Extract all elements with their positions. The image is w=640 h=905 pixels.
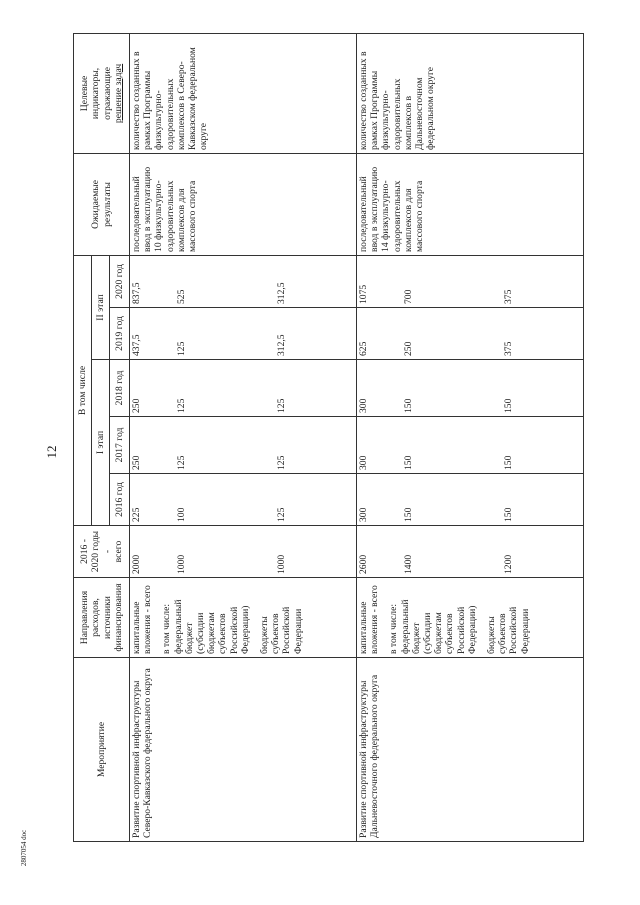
table-row — [357, 33, 584, 841]
value-capex: 225 — [131, 507, 142, 522]
cell-2016 — [357, 474, 584, 526]
value-capex: 2000 — [131, 554, 142, 574]
value-regional: 150 — [503, 507, 515, 522]
value-capex: 300 — [358, 455, 369, 470]
value-capex: 300 — [358, 398, 369, 413]
cell-2019 — [357, 308, 584, 360]
value-capex: 300 — [358, 507, 369, 522]
header-total — [74, 526, 130, 578]
row-indicator: количество созданных в рамках Программы физкультурно-оздоровительных комплексов в Северо-Кавказском федеральном округе — [130, 33, 357, 153]
cell-2017 — [130, 417, 357, 474]
value-federal: 125 — [176, 398, 188, 413]
value-federal: 100 — [176, 507, 188, 522]
value-federal: 1400 — [403, 554, 415, 574]
rotated-table-wrapper — [73, 34, 584, 842]
measures-table-sheet — [73, 34, 584, 842]
cell-2019 — [130, 308, 357, 360]
cell-2018 — [357, 360, 584, 417]
value-federal: 700 — [403, 289, 415, 304]
page-number: 12 — [44, 445, 59, 459]
row-indicator: количество созданных в рамках Программы физкультурно-оздоровительных комплексов в Дальневосточном федеральном округе — [357, 33, 584, 153]
value-regional: 375 — [503, 341, 515, 356]
cell-2020 — [357, 255, 584, 307]
cell-2018 — [130, 360, 357, 417]
value-federal: 125 — [176, 455, 188, 470]
value-capex: 250 — [131, 398, 142, 413]
value-federal: 150 — [403, 398, 415, 413]
value-federal: 525 — [176, 289, 188, 304]
value-federal: 150 — [403, 507, 415, 522]
header-stage1: I этап — [92, 360, 110, 526]
row-result: последовательный ввод в эксплуатацию 14 физкультурно-оздоровительных комплексов для массового спорта — [357, 153, 584, 255]
header-measure: Мероприятие — [74, 658, 130, 842]
row-measure: Развитие спортивной инфраструктуры Дальневосточного федерального округа — [357, 658, 584, 842]
header-total-line1: 2016 - — [79, 539, 91, 564]
header-year-2016: 2016 год — [110, 474, 130, 526]
header-indicators — [74, 33, 130, 153]
header-total-line3: всего — [112, 540, 124, 563]
header-indicators-line4: решение задач — [112, 63, 124, 124]
value-capex: 837,5 — [131, 282, 142, 304]
header-year-2017: 2017 год — [110, 417, 130, 474]
value-federal: 250 — [403, 341, 415, 356]
value-regional: 150 — [503, 455, 515, 470]
value-regional: 312,5 — [276, 282, 288, 304]
cell-total — [130, 526, 357, 578]
direction-regional: бюджеты субъектов Российской Федерации — [486, 606, 531, 654]
header-stage2: II этап — [92, 255, 110, 359]
value-regional: 125 — [276, 398, 288, 413]
cell-total — [357, 526, 584, 578]
value-regional: 150 — [503, 398, 515, 413]
header-direction: Направления расходов, источники финансирования — [74, 578, 130, 658]
value-capex: 2600 — [358, 554, 369, 574]
measures-table — [73, 33, 584, 842]
header-year-2020: 2020 год — [110, 255, 130, 307]
header-results: Ожидаемые результаты — [74, 153, 130, 255]
row-directions — [357, 578, 584, 658]
direction-capex: капитальные вложения - всего — [358, 585, 381, 654]
header-indicators-line2: индикаторы, — [90, 67, 102, 120]
value-regional: 125 — [276, 507, 288, 522]
direction-federal: федеральный бюджет (субсидии бюджетам субъектов Российской Федерации) — [172, 599, 251, 654]
value-regional: 125 — [276, 455, 288, 470]
value-capex: 1075 — [358, 284, 369, 304]
value-capex: 250 — [131, 455, 142, 470]
direction-capex: капитальные вложения - всего — [131, 585, 154, 654]
row-directions — [130, 578, 357, 658]
header-total-line2: 2020 годы - — [90, 530, 113, 573]
value-capex: 437,5 — [131, 334, 142, 356]
value-regional: 1200 — [503, 554, 515, 574]
direction-federal: федеральный бюджет (субсидии бюджетам субъектов Российской Федерации) — [399, 599, 478, 654]
row-measure: Развитие спортивной инфраструктуры Северо-Кавказского федерального округа — [130, 658, 357, 842]
row-result: последовательный ввод в эксплуатацию 10 физкультурно-оздоровительных комплексов для массового спорта — [130, 153, 357, 255]
cell-2017 — [357, 417, 584, 474]
footer-doc-id: 2807054 doc — [20, 829, 28, 867]
cell-2020 — [130, 255, 357, 307]
value-regional: 1000 — [276, 554, 288, 574]
header-including: В том числе — [74, 255, 92, 525]
direction-including: в том числе: — [161, 603, 173, 654]
cell-2016 — [130, 474, 357, 526]
value-regional: 375 — [503, 289, 515, 304]
header-year-2019: 2019 год — [110, 308, 130, 360]
header-indicators-line3: отражающие — [101, 67, 113, 120]
value-federal: 150 — [403, 455, 415, 470]
table-row — [130, 33, 357, 841]
direction-regional: бюджеты субъектов Российской Федерации — [259, 606, 304, 654]
value-capex: 625 — [358, 341, 369, 356]
value-federal: 125 — [176, 341, 188, 356]
value-federal: 1000 — [176, 554, 188, 574]
direction-including: в том числе: — [388, 603, 400, 654]
value-regional: 312,5 — [276, 334, 288, 356]
header-year-2018: 2018 год — [110, 360, 130, 417]
header-indicators-line1: Целевые — [79, 75, 91, 112]
